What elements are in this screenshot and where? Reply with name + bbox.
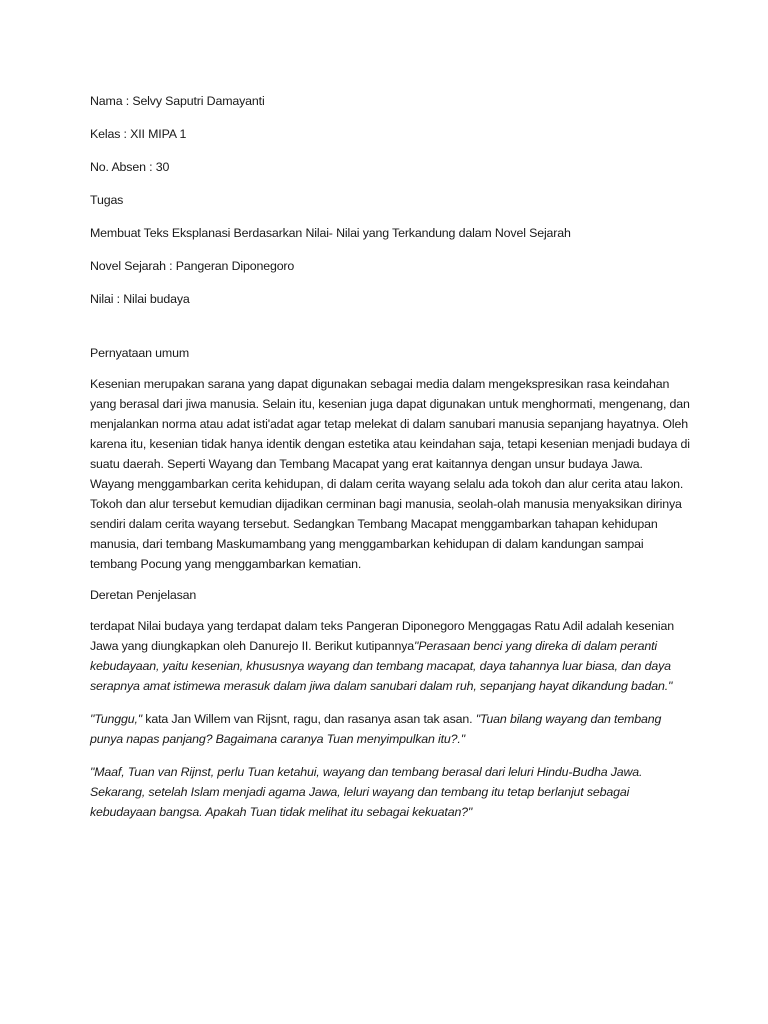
explanation-2-quote-b: "Tuan bilang wayang dan tembang punya napas panjang? Bagaimana caranya Tuan menyimpulkan itu?." (90, 712, 662, 746)
explanation-paragraph-3 (90, 762, 690, 822)
student-absen: No. Absen : 30 (90, 160, 170, 174)
value-type: Nilai : Nilai budaya (90, 292, 190, 306)
explanation-paragraph-2 (90, 709, 690, 749)
document-page (90, 93, 690, 835)
explanation-1-text: terdapat Nilai budaya yang terdapat dalam teks Pangeran Diponegoro Menggagas Ratu Adil adalah kesenian Jawa yang diungkapkan oleh Danurejo II. Berikut kutipannya (90, 619, 674, 653)
explanation-2-quote-a: "Tunggu," (90, 712, 142, 726)
explanation-3-quote: "Maaf, Tuan van Rijnst, perlu Tuan ketahui, wayang dan tembang berasal dari leluri Hindu-Budha Jawa. Sekarang, setelah Islam menjadi agama Jawa, leluri wayang dan tembang itu tetap berlanjut sebagai kebudayaan bangsa. Apakah Tuan tidak melihat itu sebagai kekuatan?" (90, 765, 643, 819)
student-name: Nama : Selvy Saputri Damayanti (90, 94, 265, 108)
task-label: Tugas (90, 193, 124, 207)
general-statement-heading: Pernyataan umum (90, 346, 189, 360)
explanation-2-text: kata Jan Willem van Rijsnt, ragu, dan rasanya asan tak asan. (142, 712, 476, 726)
novel-title: Novel Sejarah : Pangeran Diponegoro (90, 259, 295, 273)
task-description: Membuat Teks Eksplanasi Berdasarkan Nilai- Nilai yang Terkandung dalam Novel Sejarah (90, 226, 571, 240)
student-class: Kelas : XII MIPA 1 (90, 127, 187, 141)
explanation-paragraph-1 (90, 616, 690, 696)
general-statement-paragraph: Kesenian merupakan sarana yang dapat digunakan sebagai media dalam mengekspresikan rasa keindahan yang berasal dari jiwa manusia. Selain itu, kesenian juga dapat digunakan untuk menghormati, mengenang, dan menjalankan norma atau adat isti'adat agar tetap melekat di dalam sanubari manusia sepanjang hayatnya. Oleh karena itu, kesenian tidak hanya identik dengan estetika atau keindahan saja, tetapi kesenian menjadi budaya di suatu daerah. Seperti Wayang dan Tembang Macapat yang erat kaitannya dengan unsur budaya Jawa. Wayang menggambarkan cerita kehidupan, di dalam cerita wayang selalu ada tokoh dan alur cerita atau lakon. Tokoh dan alur tersebut kemudian dijadikan cerminan bagi manusia, seolah-olah manusia menyaksikan dirinya sendiri dalam cerita wayang tersebut. Sedangkan Tembang Macapat menggambarkan tahapan kehidupan manusia, dari tembang Maskumambang yang menggambarkan kehidupan di dalam kandungan sampai tembang Pocung yang menggambarkan kematian. (90, 377, 690, 571)
explanations-heading: Deretan Penjelasan (90, 588, 197, 602)
explanation-1-quote: "Perasaan benci yang direka di dalam peranti kebudayaan, yaitu kesenian, khususnya wayang dan tembang macapat, daya tahannya luar biasa, dan daya serapnya amat istimewa merasuk dalam jiwa dalam sanubari dalam ruh, sepanjang hayat dikandung badan." (90, 639, 673, 693)
